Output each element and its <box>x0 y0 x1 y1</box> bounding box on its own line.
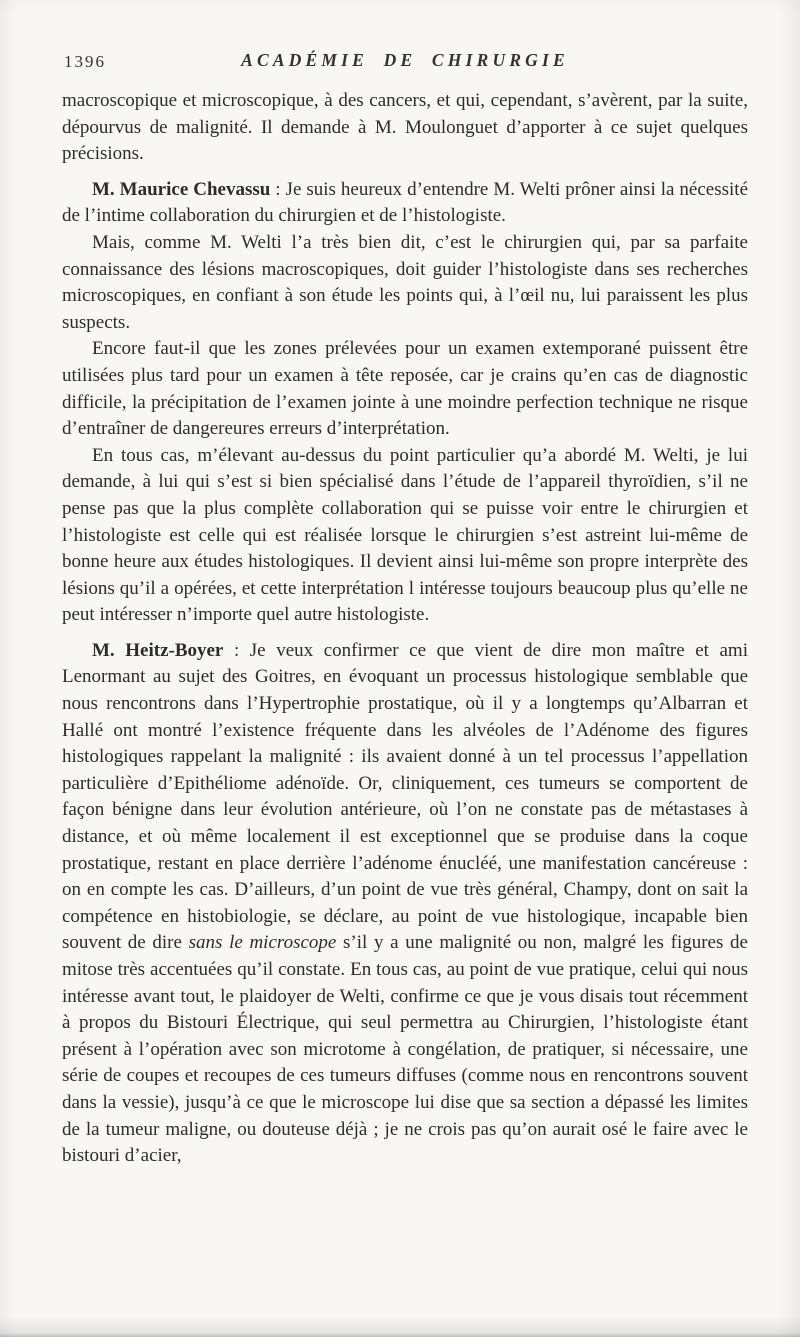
paragraph-chevassu-3 <box>62 336 748 442</box>
page-body <box>62 88 748 1170</box>
paragraph-text: s’il y a une malignité ou non, malgré les figures de mitose très accentuées qu’il constate. En tous cas, au point de vue pratique, celui qui nous intéresse avant tout, le plaidoyer de Welti, confirme ce que je vous disais tout récemment à propos du Bistouri Électrique, qui seul permettra au Chirurgien, l’histologiste étant présent à l’opération avec son microtome à congélation, de pratiquer, si nécessaire, une série de coupes et recoupes de ces tumeurs diffuses (comme nous en rencontrons souvent dans la vessie), jusqu’à ce que le microscope lui dise que sa section a dépassé les limites de la tumeur maligne, ou douteuse déjà ; je ne crois pas qu’on aurait osé le faire avec le bistouri d’acier, <box>62 932 748 1167</box>
paragraph-chevassu-intro <box>62 177 748 230</box>
running-title: ACADÉMIE DE CHIRURGIE <box>241 50 569 70</box>
speaker-name-chevassu: M. Maurice Chevassu <box>92 178 271 200</box>
paragraph-chevassu-2 <box>62 230 748 336</box>
paragraph-heitz-boyer <box>62 638 748 1170</box>
speaker-name-heitz-boyer: M. Heitz-Boyer <box>92 639 224 661</box>
paragraph-text: Mais, comme M. Welti l’a très bien dit, c’est le chirurgien qui, par sa parfaite connaissance des lésions macroscopiques, doit guider l’histologiste dans ses recherches microscopiques, en confiant à son étude les points qui, à l’œil nu, lui paraissent les plus suspects. <box>62 231 748 333</box>
paragraph-text: : Je suis heureux d’entendre M. Welti prôner ainsi la nécessité de l’intime collaboration du chirurgien et de l’histologiste. <box>62 178 748 227</box>
paragraph-text: Encore faut-il que les zones prélevées pour un examen extemporané puissent être utilisées plus tard pour un examen à tête reposée, car je crains qu’en cas de diagnostic difficile, la précipitation de l’examen jointe à une moindre perfection technique ne risque d’entraîner de dangereures erreurs d’interprétation. <box>62 338 748 440</box>
paragraph-text: : Je veux confirmer ce que vient de dire mon maître et ami Lenormant au sujet des Goitres, en évoquant un processus histologique semblable que nous rencontrons dans l’Hypertrophie prostatique, où il y a longtemps qu’Albarran et Hallé ont montré l’existence fréquente dans les alvéoles de l’Adénome des figures histologiques rappelant la malignité : ils avaient donné à un tel processus l’appellation particulière d’Epithéliome adénoïde. Or, cliniquement, ces tumeurs se comportent de façon bénigne dans leur évolution antérieure, où l’on ne constate pas de métastases à distance, et où même localement il est exceptionnel que se produise dans la coque prostatique, restant en place derrière l’adénome énucléé, une manifestation cancéreuse : on en compte les cas. D’ailleurs, d’un point de vue très général, Champy, dont on sait la compétence en histobiologie, se déclare, au point de vue histologique, incapable bien souvent de dire <box>62 639 748 954</box>
paragraph-continuation <box>62 88 748 168</box>
paragraph-text-italic: sans le microscope <box>188 932 337 954</box>
page-number: 1396 <box>64 52 106 71</box>
paragraph-text: En tous cas, m’élevant au-dessus du point particulier qu’a abordé M. Welti, je lui demande, à lui qui s’est si bien spécialisé dans l’étude de l’appareil thyroïdien, s’il ne pense pas que la plus complète collaboration qui se puisse voir entre le chirurgien et l’histologiste est celle qui est réalisée lorsque le chirurgien s’est astreint lui-même de bonne heure aux études histologiques. Il devient ainsi lui-même son propre interprète des lésions qu’il a opérées, et cette interprétation l intéresse toujours beaucoup plus qu’elle ne peut intéresser n’importe quel autre histologiste. <box>62 444 748 626</box>
scan-bottom-shadow <box>0 1333 800 1337</box>
paragraph-text: macroscopique et microscopique, à des cancers, et qui, cependant, s’avèrent, par la suite, dépourvus de malignité. Il demande à M. Moulonguet d’apporter à ce sujet quelques précisions. <box>62 90 748 165</box>
paragraph-chevassu-4 <box>62 443 748 629</box>
page-header <box>62 50 748 76</box>
